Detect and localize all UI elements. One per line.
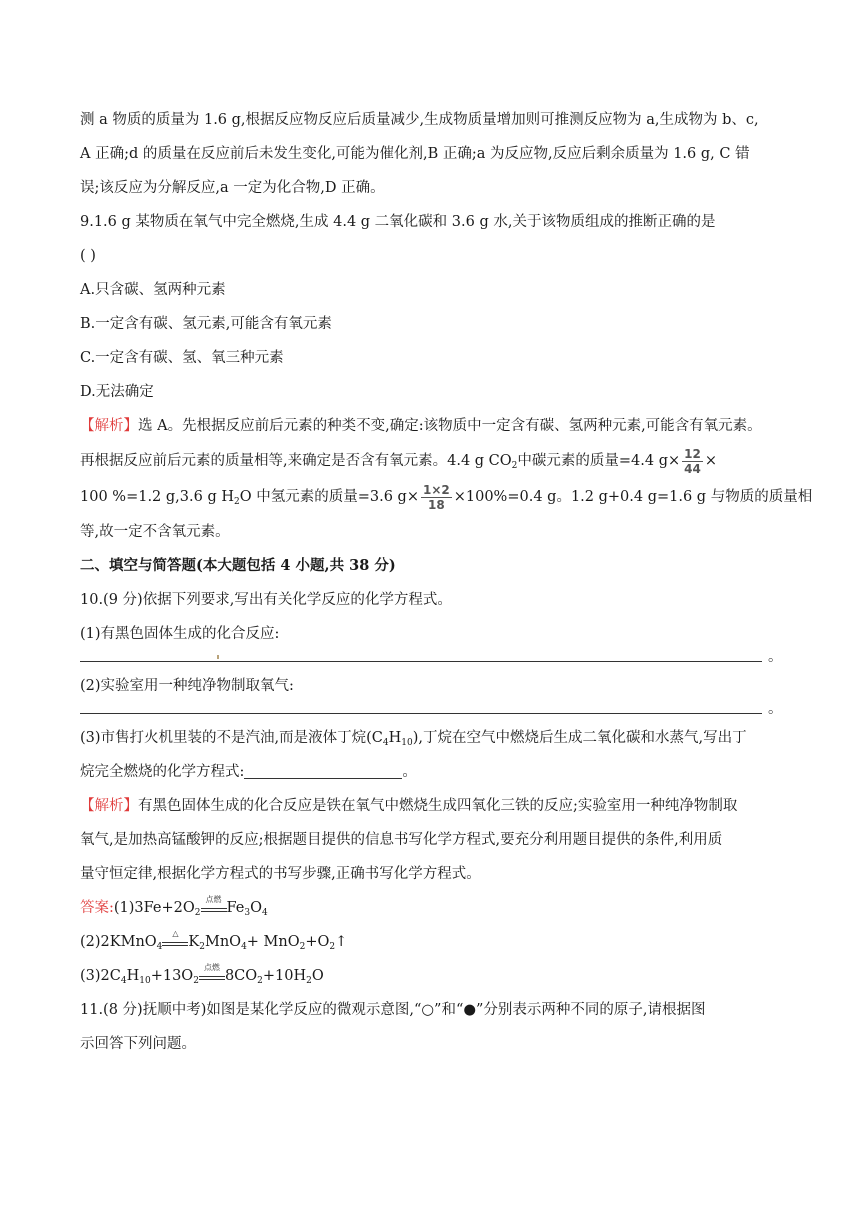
answer-line-2: (2)2KMnO$_4$ △ $K_2MnO_4+$ $MnO_2+O_2↑$ (80, 929, 348, 952)
analysis-line: 【解析】选 A。先根据反应前后元素的种类不变,确定:该物质中一定含有碳、氢两种元素,可能含有氧元素。 (80, 418, 762, 434)
question-11-stem: 11.(8 分)抚顺中考)如图是某化学反应的微观示意图,“○”和“●”分别表示两种不同的原子,请根据图 (80, 1002, 706, 1018)
analysis-line: 再根据反应前后元素的质量相等,来确定是否含有氧元素。4.4 g $CO_2$中碳元素的质量=4.4 g× $\frac{12}{44}$ × (80, 446, 717, 476)
condition-heat: △ (162, 940, 188, 946)
section-title: 二、填空与简答题(本大题包括 4 小题,共 38 分) (80, 557, 396, 574)
answer-parentheses: ( ) (80, 248, 96, 264)
condition-fire: 点燃 (201, 906, 227, 912)
answer-tag: 答案: (80, 900, 114, 916)
analysis-line: 量守恒定律,根据化学方程式的书写步骤,正确书写化学方程式。 (80, 866, 481, 882)
question-11-stem-cont: 示回答下列问题。 (80, 1036, 196, 1052)
document-page (80, 103, 813, 1061)
analysis-line: 氧气,是加热高锰酸钾的反应;根据题目提供的信息书写化学方程式,要充分利用题目提供的条件,利用质 (80, 832, 723, 848)
answer-line-1: 答案$:(1)3Fe+2O_2$ 点燃 $Fe_3O_4$ (80, 895, 268, 918)
text-line: 测 a 物质的质量为 1.6 g,根据反应物反应后质量减少,生成物质量增加则可推测反应物为 a,生成物为 b、c, (80, 112, 759, 128)
answer-blank: 。 (80, 651, 780, 669)
q10-part-2: (2)实验室用一种纯净物制取氧气: (80, 678, 294, 694)
question-9-stem: 9.1.6 g 某物质在氧气中完全燃烧,生成 4.4 g 二氧化碳和 3.6 g 水,关于该物质组成的推断正确的是 (80, 214, 716, 230)
option-a: A.只含碳、氢两种元素 (80, 282, 226, 298)
answer-blank: 。 (80, 703, 780, 721)
condition-fire: 点燃 (199, 974, 225, 980)
text-line: 误;该反应为分解反应,a 一定为化合物,D 正确。 (80, 180, 385, 196)
option-d: D.无法确定 (80, 384, 154, 400)
question-10-stem: 10.(9 分)依据下列要求,写出有关化学反应的化学方程式。 (80, 592, 452, 608)
fraction: $\frac{1\times 2}{18}$ (422, 482, 450, 512)
answer-blank (244, 762, 402, 779)
q10-part-3: (3)市售打火机里装的不是汽油,而是液体丁烷$(C_4H_{10})$,丁烷在空气中燃烧后生成二氧化碳和水蒸气,写出丁 (80, 730, 747, 748)
answer-line-3: $(3)2C_4H_{10}+13O_2$ 点燃 $8CO_2+10H_2O$ (80, 963, 324, 986)
text-line: A 正确;d 的质量在反应前后未发生变化,可能为催化剂,B 正确;a 为反应物,反应后剩余质量为 1.6 g, C 错 (80, 146, 750, 162)
fraction: $\frac{12}{44}$ (684, 446, 701, 476)
analysis-tag: 【解析】 (80, 418, 138, 434)
analysis-line: 100 %=1.2 g,3.6 g $H_2O$ 中氢元素的质量=3.6 g× $\frac{1\times 2}{18}$ ×100%=0.4 g。1.2 g+0.4 g=1.6 g 与物质的质量相 (80, 482, 813, 512)
q10-part-1: (1)有黑色固体生成的化合反应: (80, 626, 280, 642)
q10-part-3-cont: 烷完全燃烧的化学方程式: 。 (80, 764, 417, 780)
option-b: B.一定含有碳、氢元素,可能含有氧元素 (80, 316, 332, 332)
analysis-line: 等,故一定不含氧元素。 (80, 524, 230, 540)
analysis-line: 【解析】有黑色固体生成的化合反应是铁在氧气中燃烧生成四氧化三铁的反应;实验室用一种纯净物制取 (80, 798, 738, 814)
analysis-tag: 【解析】 (80, 798, 138, 814)
option-c: C.一定含有碳、氢、氧三种元素 (80, 350, 284, 366)
